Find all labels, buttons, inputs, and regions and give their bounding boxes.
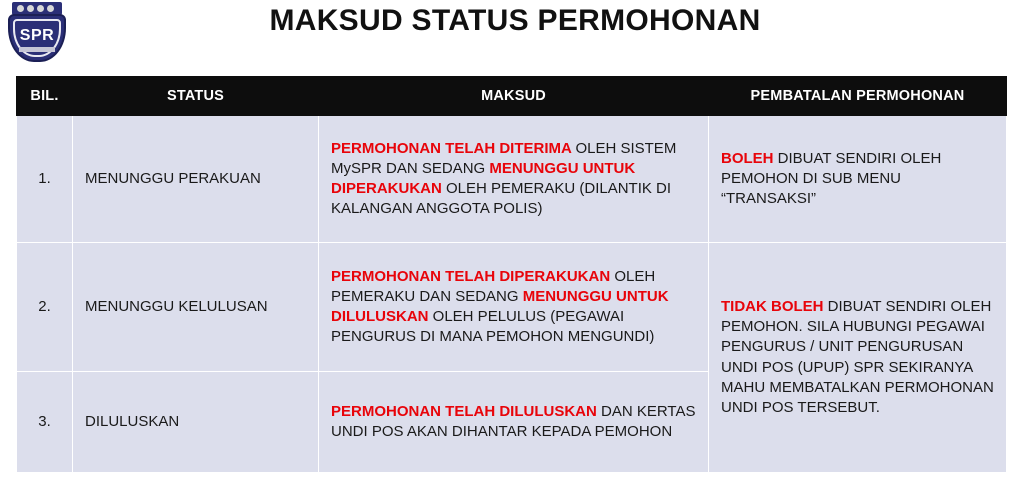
body-text: OLEH PELULUS (PEGAWAI PENGURUS DI MANA PEMOHON MENGUNDI)	[331, 308, 655, 346]
page-title: MAKSUD STATUS PERMOHONAN	[269, 4, 761, 37]
body-text: DIBUAT SENDIRI OLEH PEMOHON DI SUB MENU “TRANSAKSI”	[721, 149, 942, 208]
table-header	[17, 77, 1007, 116]
spr-logo	[6, 2, 68, 64]
row-maksud	[319, 243, 709, 372]
row-number: 1.	[17, 116, 73, 243]
emphasis-text: PERMOHONAN TELAH DITERIMA	[331, 139, 576, 157]
table-row	[17, 243, 1007, 372]
row-pembatalan	[709, 243, 1007, 473]
logo-dot	[27, 5, 34, 12]
emphasis-text: PERMOHONAN TELAH DIPERAKUKAN	[331, 267, 615, 285]
logo-shield	[8, 14, 66, 62]
emphasis-text: BOLEH	[721, 149, 778, 167]
row-status: MENUNGGU PERAKUAN	[73, 116, 319, 243]
emphasis-text: PERMOHONAN TELAH DILULUSKAN	[331, 402, 601, 420]
emphasis-text: MENUNGGU UNTUK DIPERAKUKAN	[331, 159, 636, 197]
row-status: MENUNGGU KELULUSAN	[73, 243, 319, 372]
body-text: DIBUAT SENDIRI OLEH PEMOHON. SILA HUBUNGI PEGAWAI PENGURUS / UNIT PENGURUSAN UNDI POS (UPUP) SPR SEKIRANYA MAHU MEMBATALKAN PERMOHONAN UNDI POS TERSEBUT.	[721, 298, 994, 416]
row-maksud	[319, 116, 709, 243]
body-text: OLEH PEMERAKU DAN SEDANG	[331, 267, 656, 305]
table-header-row	[17, 77, 1007, 116]
row-number: 3.	[17, 372, 73, 473]
row-status: DILULUSKAN	[73, 372, 319, 473]
logo-dot	[47, 5, 54, 12]
row-pembatalan	[709, 116, 1007, 243]
logo-bar	[19, 47, 55, 52]
row-number: 2.	[17, 243, 73, 372]
emphasis-text: TIDAK BOLEH	[721, 298, 828, 316]
body-text: OLEH PEMERAKU (DILANTIK DI KALANGAN ANGGOTA POLIS)	[331, 180, 672, 218]
column-header-maksud: MAKSUD	[319, 77, 709, 116]
body-text: OLEH SISTEM MySPR DAN SEDANG	[331, 139, 677, 177]
table-row	[17, 116, 1007, 243]
row-maksud	[319, 372, 709, 473]
status-table-wrapper	[16, 76, 1006, 473]
emphasis-text: MENUNGGU UNTUK DILULUSKAN	[331, 287, 669, 325]
status-table	[16, 76, 1007, 473]
logo-text: SPR	[19, 27, 55, 44]
logo-dot	[37, 5, 44, 12]
body-text: DAN KERTAS UNDI POS AKAN DIHANTAR KEPADA PEMOHON	[331, 402, 696, 440]
column-header-pembatalan: PEMBATALAN PERMOHONAN	[709, 77, 1007, 116]
column-header-status: STATUS	[73, 77, 319, 116]
logo-dot	[17, 5, 24, 12]
table-body	[17, 116, 1007, 473]
column-header-bil: BIL.	[17, 77, 73, 116]
